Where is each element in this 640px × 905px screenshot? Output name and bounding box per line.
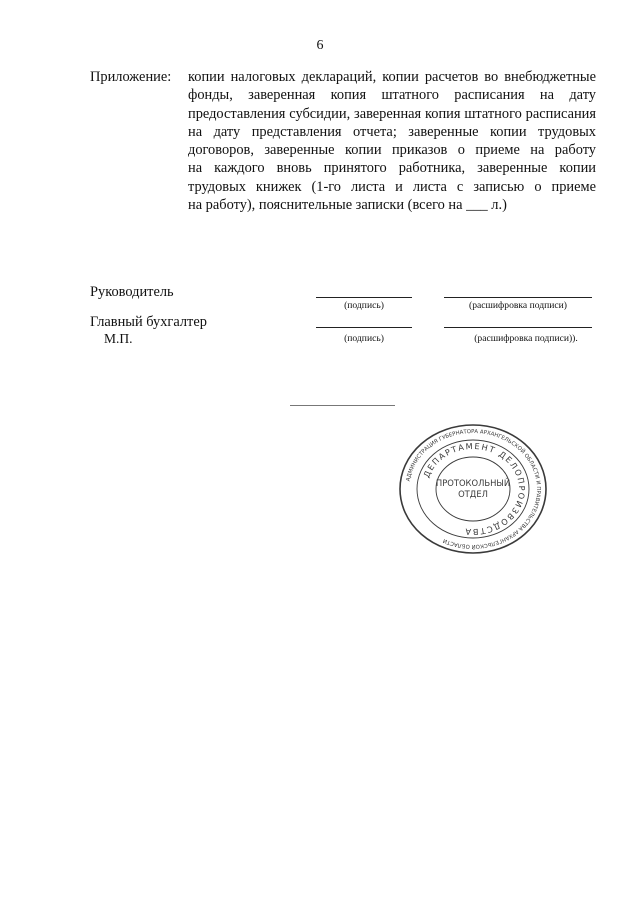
appendix-line: договоров, заверенные копии приказов о приеме на работу — [188, 142, 596, 159]
appendix-line: копии налоговых деклараций, копии расчетов во внебюджетные — [188, 69, 596, 85]
head-transcript-caption: (расшифровка подписи) — [469, 300, 567, 311]
seal-center-line-2: ОТДЕЛ — [458, 489, 488, 499]
head-signature-line — [316, 297, 412, 298]
appendix-line: на каждого вновь принятого работника, заверенные копии — [188, 160, 596, 177]
seal-outer-text: АДМИНИСТРАЦИЯ ГУБЕРНАТОРА АРХАНГЕЛЬСКОЙ ОБЛАСТИ И ПРАВИТЕЛЬСТВА АРХАНГЕЛЬСКОЙ ОБЛАСТИ — [405, 428, 542, 550]
chief-accountant-transcript-caption: (расшифровка подписи)). — [474, 333, 578, 344]
appendix-line: на дату представления отчета; заверенные копии трудовых — [188, 123, 596, 140]
head-signature-caption: (подпись) — [344, 300, 384, 311]
section-divider — [290, 405, 395, 406]
chief-accountant-transcript-line — [444, 327, 592, 328]
seal-center-line-1: ПРОТОКОЛЬНЫЙ — [435, 478, 511, 488]
appendix-line: трудовых книжек (1-го листа и листа с записью о приеме — [188, 178, 596, 195]
chief-accountant-signature-caption: (подпись) — [344, 333, 384, 344]
appendix-line: предоставления субсидии, заверенная копия штатного расписания — [188, 105, 596, 122]
appendix-text — [188, 68, 596, 214]
appendix-label: Приложение: — [90, 69, 172, 85]
page-number: 6 — [316, 38, 324, 53]
chief-accountant-signature-line — [316, 327, 412, 328]
seal-inner-text: ДЕПАРТАМЕНТ ДЕЛОПРОИЗВОДСТВА — [421, 440, 528, 538]
head-transcript-line — [444, 297, 592, 298]
appendix-line: на работу), пояснительные записки (всего на ___ л.) — [188, 197, 507, 214]
seal-graphic — [398, 423, 548, 555]
stamp-place-label: М.П. — [104, 331, 133, 346]
chief-accountant-label: Главный бухгалтер — [90, 314, 207, 330]
head-label: Руководитель — [90, 284, 174, 300]
appendix-line: фонды, заверенная копия штатного расписания на дату — [188, 87, 596, 104]
official-seal — [398, 423, 548, 555]
